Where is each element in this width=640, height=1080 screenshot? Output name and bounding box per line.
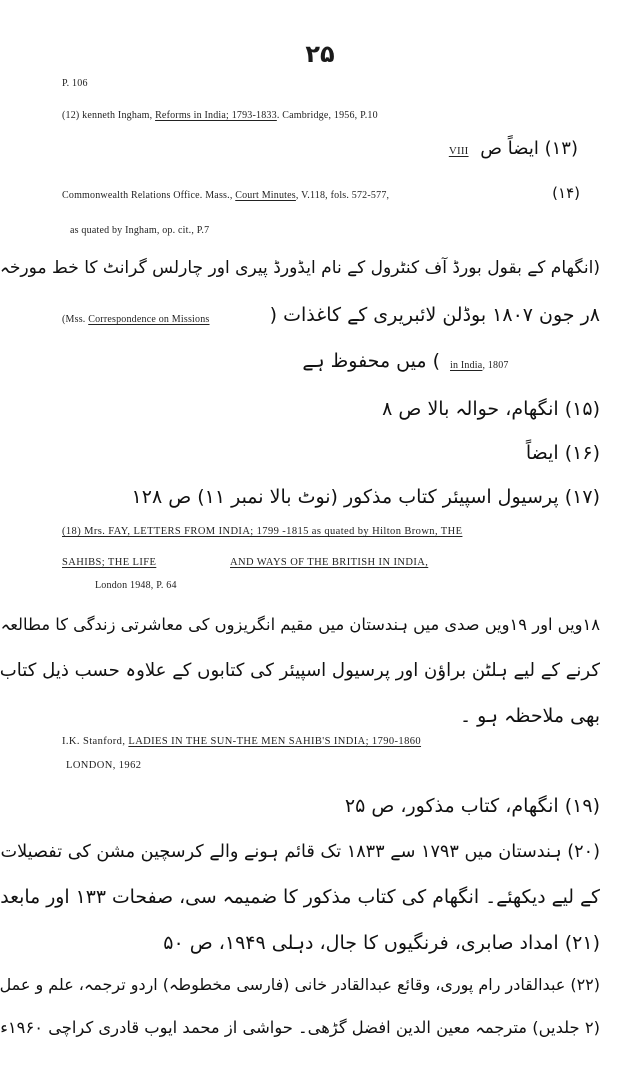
footnote-21: (۲۱) امداد صابری، فرنگیوں کا جال، دہلی ۱۹۴۹، ص ۵۰: [163, 932, 600, 954]
footnote-12: [62, 110, 378, 121]
urdu-line-a: (انگھام کے بقول بورڈ آف کنٹرول کے نام ایڈورڈ پیری اور چارلس گرانٹ کا خط مورخہ: [0, 258, 600, 278]
footnote-14-title: Court Minutes: [235, 190, 296, 201]
footnote-14-quote: as quated by Ingham, op. cit., P.7: [70, 225, 210, 236]
footnote-12-suffix: . Cambridge, 1956, P.10: [276, 110, 378, 121]
stanford-author: I.K. Stanford,: [62, 736, 129, 747]
stanford-line-a: [62, 736, 421, 747]
footnote-18-line-c: London 1948, P. 64: [95, 580, 177, 591]
footnote-19: (۱۹) انگھام، کتاب مذکور، ص ۲۵: [344, 795, 600, 817]
footnote-13-box: VIII: [448, 145, 469, 157]
footnote-14-suffix: , V.118, fols. 572-577,: [295, 190, 390, 201]
footnote-14-marker: (۱۴): [552, 184, 580, 202]
urdu-paragraph-line-1: ۱۸ویں اور ۱۹ویں صدی میں ہندستان میں مقیم انگریزوں کی معاشرتی زندگی کا مطالعہ: [0, 615, 600, 634]
footnote-20-line-b: کے لیے دیکھئے۔ انگھام کی کتاب مذکور کا ضمیمہ سی، صفحات ۱۳۳ اور مابعد: [0, 887, 600, 908]
page-number: ۲۵: [305, 40, 335, 68]
stanford-line-b: LONDON, 1962: [66, 760, 142, 771]
latin-line-c: [450, 360, 509, 371]
latin-line-b: [62, 314, 210, 325]
footnote-17: (۱۷) پرسیول اسپیئر کتاب مذکور (نوٹ بالا نمبر ۱۱) ص ۱۲۸: [131, 486, 600, 508]
footnote-12-title: Reforms in India; 1793-1833: [155, 110, 277, 121]
footnote-16: (۱۶) ایضاً: [525, 442, 600, 464]
footnote-18-line-b1: SAHIBS; THE LIFE: [62, 557, 157, 568]
ref-p106: P. 106: [62, 78, 88, 89]
latin-c-suffix: , 1807: [482, 360, 509, 371]
footnote-13: [449, 138, 578, 159]
urdu-line-c: ) میں محفوظ ہے: [302, 350, 440, 372]
footnote-14: [62, 190, 389, 201]
latin-b-title: Correspondence on Missions: [88, 314, 210, 325]
footnote-14-prefix: Commonwealth Relations Office. Mass.,: [62, 190, 236, 201]
footnote-13-text: (۱۳) ایضاً ص: [480, 138, 578, 159]
latin-b-prefix: Mss.: [65, 314, 89, 325]
footnote-22-line-b: (۲ جلدیں) مترجمہ معین الدین افضل گڑھی۔ حواشی از محمد ایوب قادری کراچی ۱۹۶۰ء: [0, 1018, 600, 1037]
urdu-line-b: ۸ر جون ۱۸۰۷ بوڈلن لائبریری کے کاغذات (: [269, 304, 600, 326]
footnote-15: (۱۵) انگھام، حوالہ بالا ص ۸: [382, 398, 600, 420]
footnote-18-line-b2: AND WAYS OF THE BRITISH IN INDIA,: [230, 557, 429, 568]
stanford-title: LADIES IN THE SUN-THE MEN SAHIB'S INDIA; 1790-1860: [128, 736, 422, 747]
latin-b-open: (: [62, 314, 66, 325]
urdu-paragraph-line-3: بھی ملاحظہ ہو ۔: [459, 705, 600, 727]
urdu-paragraph-line-2: کرنے کے لیے ہلٹن براؤن اور پرسیول اسپیئر کی کتابوں کے علاوہ حسب ذیل کتاب: [0, 660, 600, 681]
footnote-12-prefix: (12) kenneth Ingham,: [62, 110, 156, 121]
footnote-22-line-a: (۲۲) عبدالقادر رام پوری، وقائع عبدالقادر خانی (فارسی مخطوطہ) اردو ترجمہ، علم و عمل: [0, 975, 600, 994]
footnote-20-line-a: (۲۰) ہندستان میں ۱۷۹۳ سے ۱۸۳۳ تک قائم ہونے والے کرسچین مشن کی تفصیلات: [0, 842, 600, 862]
footnote-18-line-a: (18) Mrs. FAY, LETTERS FROM INDIA; 1799 -1815 as quated by Hilton Brown, THE: [62, 526, 463, 537]
latin-c-title: in India: [450, 360, 483, 371]
